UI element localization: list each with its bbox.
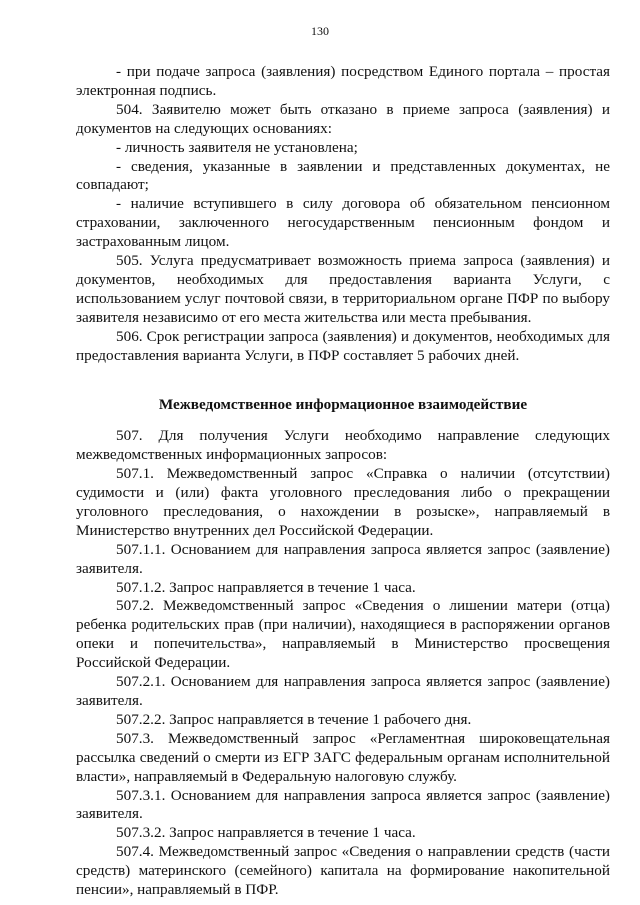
paragraph: 507.2.2. Запрос направляется в течение 1 рабочего дня.	[116, 710, 472, 728]
spacer	[76, 384, 610, 396]
paragraph: 505. Услуга предусматривает возможность приема запроса (заявления) и документов, необходимых для предоставления варианта Услуги, с использованием услуг почтовой связи, в территориальном органе ПФР по выбору заявителя независимо от его места жительства или места пребывания.	[76, 252, 610, 326]
paragraph: 507.1. Межведомственный запрос «Справка о наличии (отсутствии) судимости и (или) факта уголовного преследования либо о прекращении уголовного преследования, о нахождении в розыске», направляемый в Министерство внутренних дел Российской Федерации.	[76, 465, 610, 539]
page-number: 130	[311, 24, 329, 38]
paragraph: 504. Заявителю может быть отказано в приеме запроса (заявления) и документов на следующих основаниях:	[76, 100, 610, 137]
paragraph: - личность заявителя не установлена;	[116, 138, 358, 156]
paragraph: 507.3. Межведомственный запрос «Регламентная широковещательная рассылка сведений о смерти из ЕГР ЗАГС федеральным органам исполнительной власти», направляемый в Федеральную налоговую службу.	[76, 729, 610, 785]
document-body	[76, 63, 610, 900]
section-title: Межведомственное информационное взаимодействие	[158, 396, 528, 414]
spacer	[76, 415, 610, 427]
paragraph: 507.3.2. Запрос направляется в течение 1 часа.	[116, 824, 416, 842]
paragraph: - сведения, указанные в заявлении и представленных документах, не совпадают;	[76, 157, 610, 194]
paragraph: 506. Срок регистрации запроса (заявления) и документов, необходимых для предоставления варианта Услуги, в ПФР составляет 5 рабочих дней.	[76, 327, 610, 364]
spacer	[76, 366, 610, 385]
paragraph: 507.2. Межведомственный запрос «Сведения о лишении матери (отца) ребенка родительских прав (при наличии), находящиеся в распоряжении органов опеки и попечительства», направляемый в Министерство просвещения Российской Федерации.	[76, 597, 610, 672]
paragraph: - наличие вступившего в силу договора об обязательном пенсионном страховании, заключенного негосударственным пенсионным фондом и застрахованным лицом.	[76, 195, 610, 251]
paragraph: 507.1.2. Запрос направляется в течение 1 часа.	[116, 578, 416, 596]
paragraph: 507.1.1. Основанием для направления запроса является запрос (заявление) заявителя.	[76, 540, 610, 577]
paragraph: 507.4. Межведомственный запрос «Сведения о направлении средств (части средств) материнского (семейного) капитала на формирование накопительной пенсии», направляемый в ПФР.	[76, 843, 610, 899]
paragraph: 507. Для получения Услуги необходимо направление следующих межведомственных информационных запросов:	[76, 427, 610, 464]
paragraph: - при подаче запроса (заявления) посредством Единого портала – простая электронная подпись.	[76, 63, 610, 99]
paragraph: 507.2.1. Основанием для направления запроса является запрос (заявление) заявителя.	[76, 673, 610, 709]
paragraph: 507.3.1. Основанием для направления запроса является запрос (заявление) заявителя.	[76, 786, 610, 823]
